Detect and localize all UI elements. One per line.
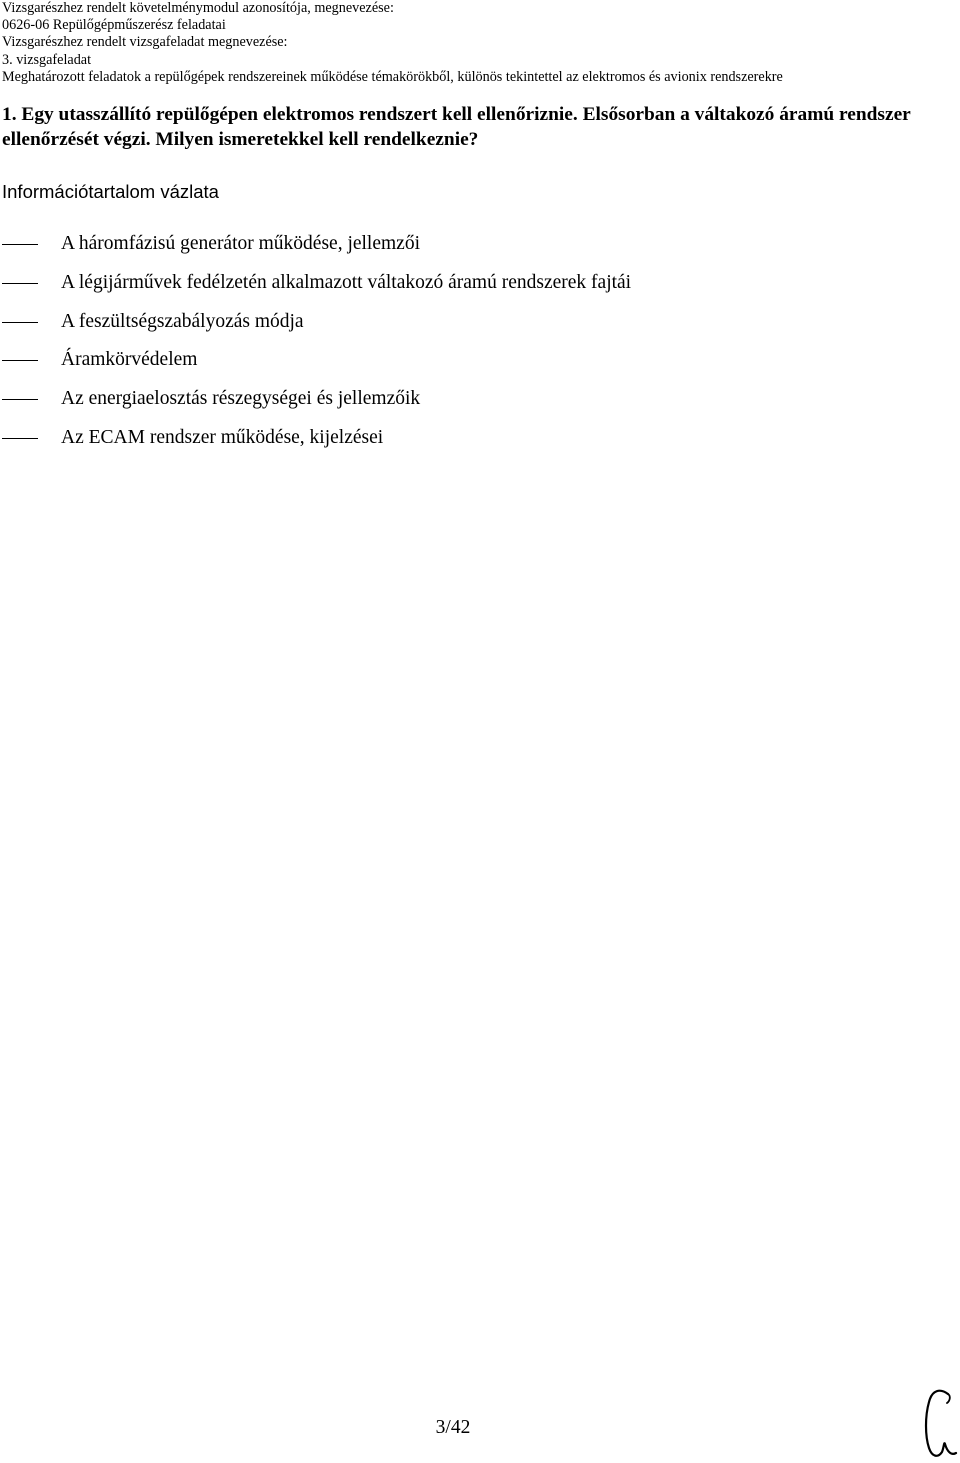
page-number: 3/42 [435, 1417, 471, 1438]
outline-list [2, 229, 942, 462]
list-item-text: A háromfázisú generátor működése, jellemzői [61, 233, 420, 254]
list-item-text: A légijárművek fedélzetén alkalmazott váltakozó áramú rendszerek fajtái [61, 271, 632, 293]
list-item-text: Az ECAM rendszer működése, kijelzései [61, 426, 384, 448]
dash-bullet-icon [2, 244, 38, 245]
dash-bullet-icon [2, 283, 38, 284]
header-task-number: 3. vizsgafeladat [2, 51, 92, 68]
header-module-name: 0626-06 Repülőgépműszerész feladatai [2, 17, 226, 34]
list-item [2, 345, 942, 384]
header-task-label: Vizsgarészhez rendelt vizsgafeladat megnevezése: [2, 34, 288, 51]
dash-bullet-icon [2, 360, 38, 361]
list-item [2, 229, 942, 268]
list-item [2, 384, 942, 423]
list-item-text: A feszültségszabályozás módja [61, 310, 304, 332]
list-item [2, 307, 942, 346]
header-module-label: Vizsgarészhez rendelt követelménymodul azonosítója, megnevezése: [2, 0, 394, 16]
dash-bullet-icon [2, 399, 38, 400]
list-item-text: Az energiaelosztás részegységei és jellemzőik [61, 388, 421, 410]
signature-icon [918, 1386, 960, 1462]
header-task-description: Meghatározott feladatok a repülőgépek rendszereinek működése témakörökből, különös tekintettel az elektromos és avionix rendszerekre [2, 68, 783, 85]
dash-bullet-icon [2, 322, 38, 323]
list-item [2, 268, 942, 307]
list-item-text: Áramkörvédelem [61, 349, 198, 371]
outline-title: Információtartalom vázlata [2, 181, 219, 202]
question-text: 1. Egy utasszállító repülőgépen elektromos rendszert kell ellenőriznie. Elsősorban a váltakozó áramú rendszer ellenőrzését végzi. Milyen ismeretekkel kell rendelkeznie? [2, 104, 911, 150]
document-header [2, 0, 952, 86]
list-item [2, 423, 942, 462]
dash-bullet-icon [2, 438, 38, 439]
